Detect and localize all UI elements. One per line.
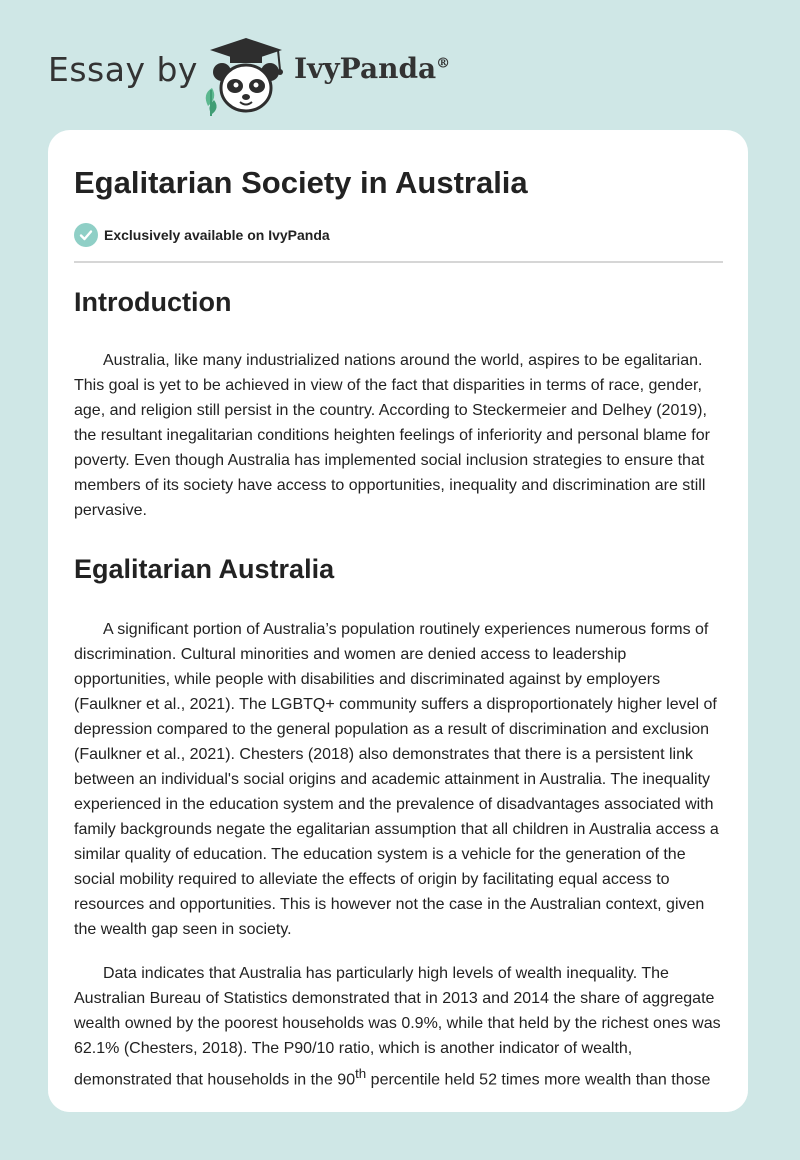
registered-mark: ® — [436, 55, 451, 72]
exclusive-badge — [74, 222, 330, 248]
check-circle-icon — [74, 223, 98, 247]
essay-card — [48, 130, 748, 1112]
divider — [74, 261, 723, 263]
section-heading-egalitarian-australia: Egalitarian Australia — [74, 554, 335, 584]
site-header — [48, 36, 608, 116]
section-heading-introduction: Introduction — [74, 287, 232, 317]
superscript: th — [355, 1066, 367, 1081]
essay-by-label: Essay by — [48, 50, 198, 89]
panda-graduate-icon[interactable] — [200, 36, 288, 116]
exclusive-label: Exclusively available on IvyPanda — [104, 227, 330, 243]
paragraph-text: Data indicates that Australia has particularly high levels of wealth inequality. The Australian Bureau of Statistics demonstrated that in 2013 and 2014 the share of aggregate wealth owned by the poorest households was 0.9%, while that held by the richest ones was 62.1% (Chesters, 2018). The P90/10 ratio, which is another indicator of wealth, demonstrated that households in the 90 — [74, 965, 721, 1089]
essay-content — [74, 280, 724, 1112]
paragraph-introduction: Australia, like many industrialized nations around the world, aspires to be egalitarian. This goal is yet to be achieved in view of the fact that disparities in terms of race, gender, age, and religion still persist in the country. According to Steckermeier and Delhey (2019), the resultant inegalitarian conditions heighten feelings of inferiority and personal blame for poverty. Even though Australia has implemented social inclusion strategies to ensure that members of its society have access to opportunities, inequality and discrimination are still pervasive. — [74, 352, 710, 519]
brand-text: IvyPanda — [294, 52, 437, 85]
brand-name[interactable] — [294, 52, 450, 85]
card-bottom-padding — [48, 1092, 748, 1112]
paragraph-text: percentile held 52 times more wealth than those — [370, 1071, 711, 1089]
paragraph-wealth-inequality — [74, 961, 724, 1112]
paragraph-discrimination: A significant portion of Australia’s population routinely experiences numerous forms of discrimination. Cultural minorities and women are denied access to leadership opportunities, while people with disabilities and discriminated against by employers (Faulkner et al., 2021). The LGBTQ+ community suffers a disproportionately higher level of depression compared to the general population as a result of discrimination and exclusion (Faulkner et al., 2021). Chesters (2018) also demonstrates that there is a persistent link between an individual's social origins and academic attainment in Australia. The inequality experienced in the education system and the prevalence of disadvantages associated with family backgrounds negate the egalitarian assumption that all children in Australia access a similar quality of education. The education system is a vehicle for the generation of the social mobility required to alleviate the effects of origin by facilitating equal access to resources and opportunities. This is however not the case in the Australian context, given the wealth gap seen in society. — [74, 621, 719, 938]
page-title: Egalitarian Society in Australia — [74, 165, 528, 200]
